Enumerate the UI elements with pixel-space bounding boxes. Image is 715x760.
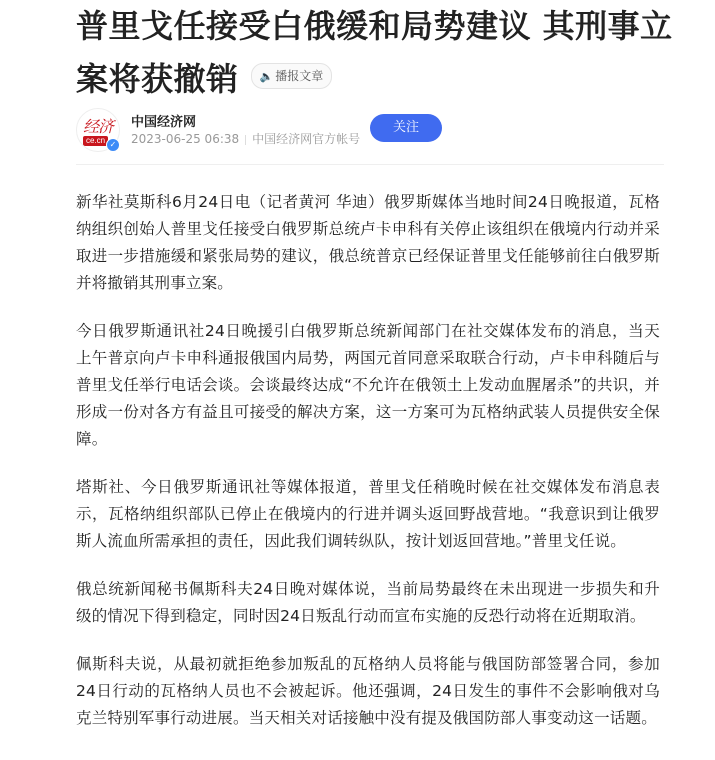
article-paragraph: 新华社莫斯科6月24日电（记者黄河 华迪）俄罗斯媒体当地时间24日晚报道，瓦格纳组织创始人普里戈任接受白俄罗斯总统卢卡申科有关停止该组织在俄境内行动并采取进一步措施缓和紧张局势的建议，俄总统普京已经保证普里戈任能够前往白俄罗斯并将撤销其刑事立案。 — [76, 193, 660, 292]
author-name[interactable]: 中国经济网 — [131, 115, 197, 130]
listen-article-button[interactable] — [251, 63, 333, 89]
follow-button[interactable]: 关注 — [370, 114, 442, 142]
article-title-text: 普里戈任接受白俄缓和局势建议 其刑事立案将获撤销 — [76, 7, 673, 98]
article-paragraph: 塔斯社、今日俄罗斯通讯社等媒体报道，普里戈任稍晚时候在社交媒体发布消息表示，瓦格纳组织部队已停止在俄境内的行进并调头返回野战营地。“我意识到让俄罗斯人流血所需承担的责任，因此我们调转纵队，按计划返回营地。”普里戈任说。 — [76, 478, 660, 550]
listen-article-label: 播报文章 — [275, 69, 324, 83]
article-paragraph: 俄总统新闻秘书佩斯科夫24日晚对媒体说，当前局势最终在未出现进一步损失和升级的情况下得到稳定，同时因24日叛乱行动而宣布实施的反恐行动将在近期取消。 — [76, 580, 660, 625]
article-paragraph: 佩斯科夫说，从最初就拒绝参加叛乱的瓦格纳人员将能与俄国防部签署合同，参加24日行动的瓦格纳人员也不会被起诉。他还强调，24日发生的事件不会影响俄对乌克兰特别军事行动进展。当天相关对话接触中没有提及俄国防部人事变动这一话题。 — [76, 655, 660, 727]
avatar-logo-text: 经济 — [82, 117, 113, 136]
publish-datetime: 2023-06-25 06:38 — [131, 132, 240, 146]
author-account: 中国经济网官方帐号 — [252, 132, 361, 146]
meta-divider — [245, 135, 246, 145]
verified-check-icon: ✓ — [106, 138, 120, 152]
header-divider — [76, 164, 664, 165]
article-body — [76, 189, 660, 753]
article-paragraph: 今日俄罗斯通讯社24日晚援引白俄罗斯总统新闻部门在社交媒体发布的消息，当天上午普京向卢卡申科通报俄国内局势，两国元首同意采取联合行动，卢卡申科随后与普里戈任举行电话会谈。会谈最终达成“不允许在俄领土上发动血腥屠杀”的共识，并形成一份对各方有益且可接受的解决方案，这一方案可为瓦格纳武装人员提供安全保障。 — [76, 322, 660, 448]
speaker-icon: 🔈 — [259, 70, 274, 83]
avatar-logo-sub: ce.cn — [83, 136, 108, 146]
article-meta — [131, 130, 360, 147]
article-title — [76, 0, 676, 106]
author-bar — [76, 106, 664, 164]
